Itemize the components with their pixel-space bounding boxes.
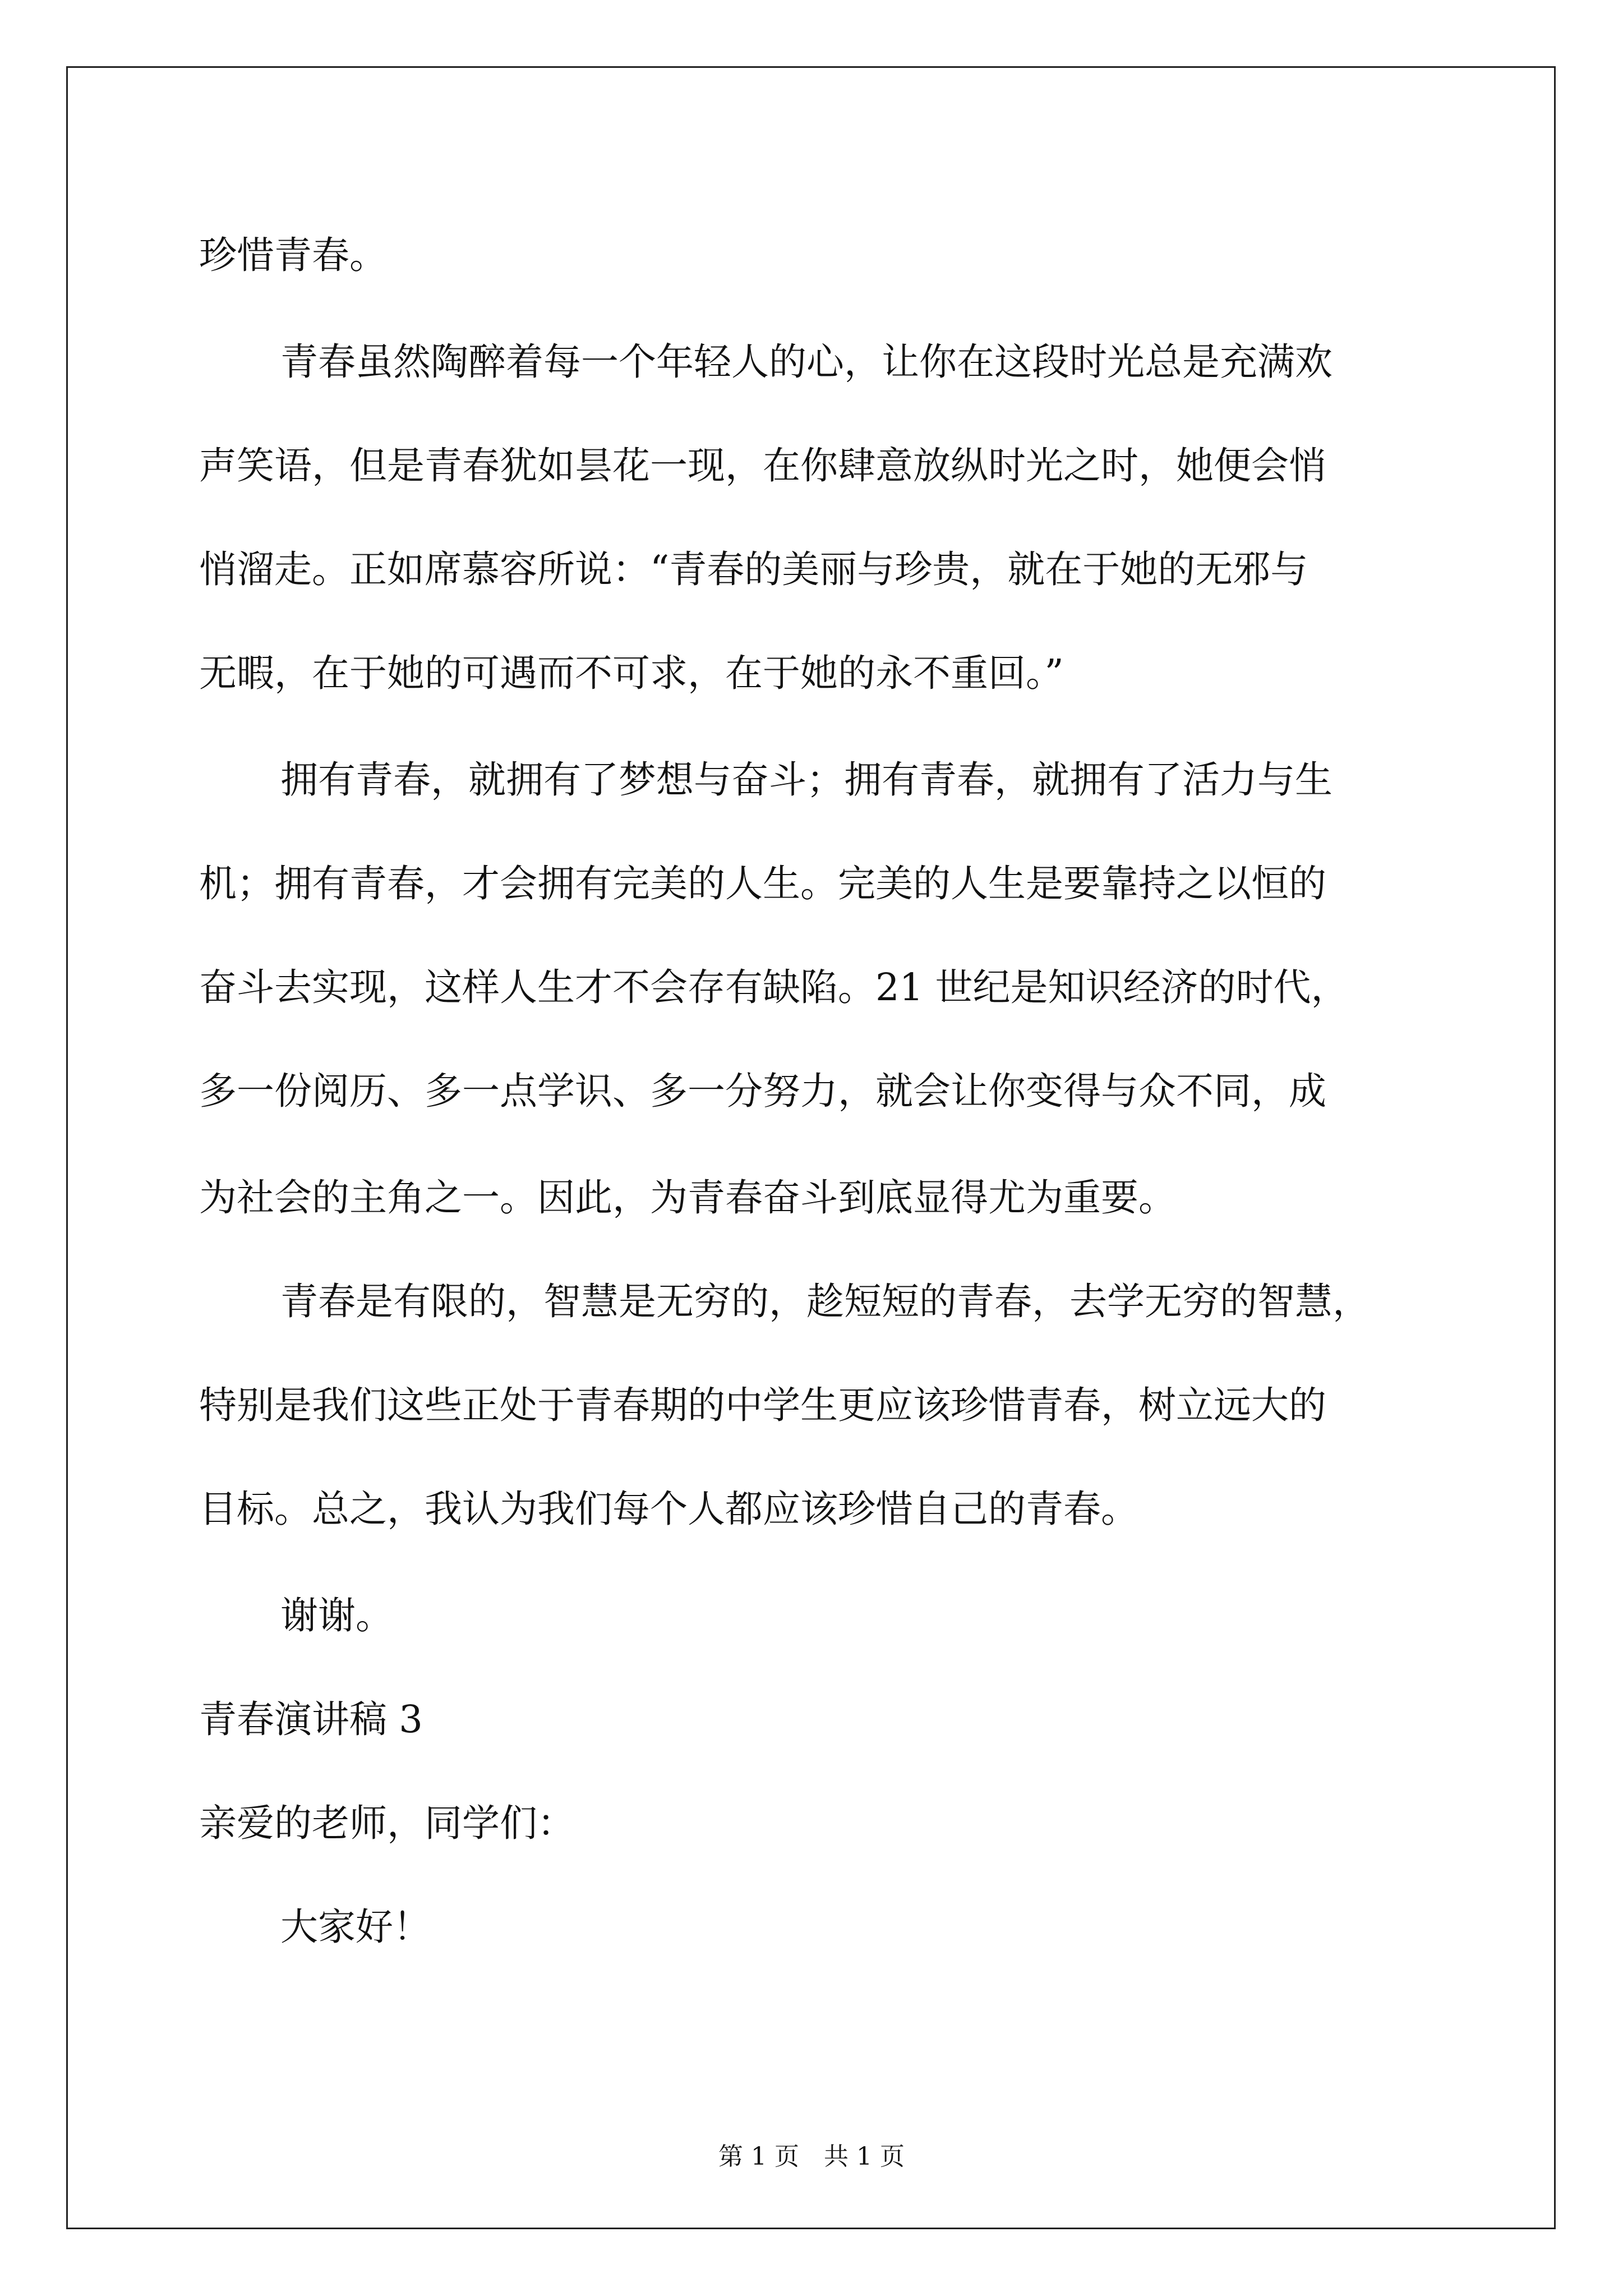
text-line: 拥有青春，就拥有了梦想与奋斗；拥有青春，就拥有了活力与生 xyxy=(280,758,1332,802)
text-line: 青春虽然陶醉着每一个年轻人的心，让你在这段时光总是充满欢 xyxy=(280,340,1332,384)
text-line: 奋斗去实现，这样人生才不会存有缺陷。21 世纪是知识经济的时代， xyxy=(199,965,1349,1009)
greeting-line: 亲爱的老师，同学们： xyxy=(199,1801,575,1845)
text-line: 目标。总之，我认为我们每个人都应该珍惜自己的青春。 xyxy=(199,1487,1138,1531)
text-line: 机；拥有青春，才会拥有完美的人生。完美的人生是要靠持之以恒的 xyxy=(199,862,1326,905)
text-line: 为社会的主角之一。因此，为青春奋斗到底显得尤为重要。 xyxy=(199,1176,1176,1220)
text-line: 青春是有限的，智慧是无穷的，趁短短的青春，去学无穷的智慧， xyxy=(280,1280,1370,1323)
text-line: 大家好！ xyxy=(280,1905,431,1949)
text-line: 珍惜青春。 xyxy=(199,233,387,277)
text-line: 谢谢。 xyxy=(280,1594,393,1637)
section-heading: 青春演讲稿 3 xyxy=(199,1697,423,1741)
text-line: 特别是我们这些正处于青春期的中学生更应该珍惜青春，树立远大的 xyxy=(199,1383,1326,1427)
text-line: 声笑语，但是青春犹如昙花一现，在你肆意放纵时光之时，她便会悄 xyxy=(199,444,1326,487)
text-line: 悄溜走。正如席慕容所说：“青春的美丽与珍贵，就在于她的无邪与 xyxy=(199,547,1308,591)
text-line: 无暇，在于她的可遇而不可求，在于她的永不重回。” xyxy=(199,651,1064,695)
page-footer: 第 1 页 共 1 页 xyxy=(718,2142,905,2171)
text-line: 多一份阅历、多一点学识、多一分努力，就会让你变得与众不同，成 xyxy=(199,1069,1326,1113)
